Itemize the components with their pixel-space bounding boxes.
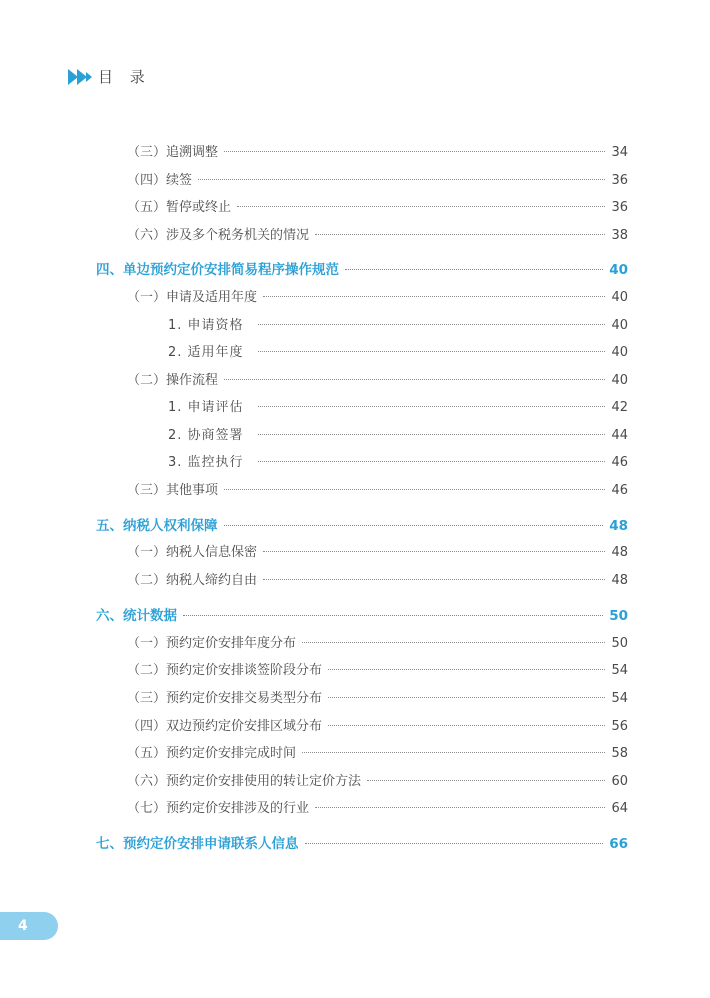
toc-entry[interactable] (0, 481, 710, 501)
toc-entry[interactable] (0, 772, 710, 792)
toc-entry[interactable] (0, 288, 710, 308)
toc-entry-label: 六、统计数据 (96, 608, 177, 624)
toc-entry-page: 44 (611, 428, 628, 443)
dot-leader (315, 807, 605, 808)
toc-entry[interactable] (0, 371, 710, 391)
toc-entry-label: （二）纳税人缔约自由 (127, 573, 258, 588)
dot-leader (328, 697, 605, 698)
toc-entry-page: 40 (611, 373, 628, 388)
dot-leader (302, 642, 605, 643)
toc-entry-page: 46 (611, 455, 628, 470)
toc-entry[interactable] (0, 689, 710, 709)
toc-entry-label: （一）申请及适用年度 (127, 290, 258, 305)
toc-entry-page: 48 (611, 573, 628, 588)
toc-entry[interactable] (0, 453, 710, 473)
toc-section-entry[interactable] (0, 260, 710, 280)
toc-entry-page: 40 (611, 345, 628, 360)
toc-entry-label: （六）预约定价安排使用的转让定价方法 (127, 774, 362, 789)
dot-leader (302, 752, 605, 753)
toc-entry-label: （二）操作流程 (127, 373, 219, 388)
dot-leader (367, 780, 605, 781)
toc-entry-label: （一）预约定价安排年度分布 (127, 636, 297, 651)
toc-entry[interactable] (0, 316, 710, 336)
toc-entry[interactable] (0, 198, 710, 218)
toc-entry-label: （五）暂停或终止 (127, 200, 232, 215)
toc-entry[interactable] (0, 426, 710, 446)
dot-leader (258, 324, 606, 325)
toc-entry-label: 1. 申请评估 (168, 400, 244, 415)
toc-entry-page: 50 (609, 608, 628, 624)
dot-leader (224, 489, 605, 490)
toc-entry-page: 60 (611, 774, 628, 789)
toc-entry[interactable] (0, 634, 710, 654)
toc-entry-page: 48 (611, 545, 628, 560)
toc-entry-page: 64 (611, 801, 628, 816)
dot-leader (258, 351, 606, 352)
toc-entry-label: （四）续签 (127, 173, 193, 188)
toc-entry-label: （六）涉及多个税务机关的情况 (127, 228, 310, 243)
toc-entry[interactable] (0, 398, 710, 418)
toc-entry[interactable] (0, 661, 710, 681)
dot-leader (258, 434, 606, 435)
toc-entry-page: 66 (609, 836, 628, 852)
toc-entry-label: （三）其他事项 (127, 483, 219, 498)
toc-entry-label: 1. 申请资格 (168, 318, 244, 333)
toc-entry-label: 3. 监控执行 (168, 455, 244, 470)
toc-entry-page: 58 (611, 746, 628, 761)
double-chevron-icon (68, 67, 92, 87)
dot-leader (237, 206, 605, 207)
toc-entry-label: 五、纳税人权利保障 (96, 518, 218, 534)
toc-entry[interactable] (0, 343, 710, 363)
toc-entry-page: 36 (611, 173, 628, 188)
dot-leader (224, 151, 605, 152)
toc-entry-page: 40 (611, 290, 628, 305)
toc-entry-page: 40 (611, 318, 628, 333)
toc-entry-label: （五）预约定价安排完成时间 (127, 746, 297, 761)
page-title: 目 录 (98, 68, 151, 86)
toc-entry[interactable] (0, 543, 710, 563)
toc-entry-page: 48 (609, 518, 628, 534)
dot-leader (183, 615, 603, 616)
toc-header (68, 66, 151, 87)
dot-leader (315, 234, 605, 235)
toc-entry[interactable] (0, 171, 710, 191)
toc-entry[interactable] (0, 143, 710, 163)
dot-leader (224, 379, 605, 380)
dot-leader (263, 296, 605, 297)
toc-section-entry[interactable] (0, 516, 710, 536)
toc-entry[interactable] (0, 799, 710, 819)
toc-entry-label: （七）预约定价安排涉及的行业 (127, 801, 310, 816)
toc-entry[interactable] (0, 571, 710, 591)
toc-section-entry[interactable] (0, 606, 710, 626)
toc-entry-page: 56 (611, 719, 628, 734)
toc-entry-label: （三）追溯调整 (127, 145, 219, 160)
toc-entry-label: 2. 协商签署 (168, 428, 244, 443)
toc-entry-page: 42 (611, 400, 628, 415)
toc-entry-page: 38 (611, 228, 628, 243)
dot-leader (263, 551, 605, 552)
dot-leader (345, 269, 603, 270)
toc-entry-page: 54 (611, 663, 628, 678)
toc-entry-label: 四、单边预约定价安排简易程序操作规范 (96, 262, 339, 278)
toc-entry[interactable] (0, 744, 710, 764)
dot-leader (198, 179, 605, 180)
toc-entry-label: （四）双边预约定价安排区域分布 (127, 719, 323, 734)
toc-entry-page: 54 (611, 691, 628, 706)
dot-leader (328, 725, 605, 726)
dot-leader (305, 843, 604, 844)
dot-leader (328, 669, 605, 670)
dot-leader (224, 525, 604, 526)
dot-leader (258, 406, 606, 407)
toc-entry-label: （二）预约定价安排谈签阶段分布 (127, 663, 323, 678)
toc-entry-label: （一）纳税人信息保密 (127, 545, 258, 560)
dot-leader (258, 461, 606, 462)
toc-entry-page: 46 (611, 483, 628, 498)
toc-entry-page: 50 (611, 636, 628, 651)
page-number: 4 (18, 918, 28, 934)
toc-entry[interactable] (0, 226, 710, 246)
toc-section-entry[interactable] (0, 834, 710, 854)
toc-entry-page: 34 (611, 145, 628, 160)
toc-entry[interactable] (0, 717, 710, 737)
page-number-tab (0, 912, 58, 940)
toc-entry-label: （三）预约定价安排交易类型分布 (127, 691, 323, 706)
toc-entry-label: 七、预约定价安排申请联系人信息 (96, 836, 299, 852)
toc-entry-label: 2. 适用年度 (168, 345, 244, 360)
toc-entry-page: 36 (611, 200, 628, 215)
toc-entry-page: 40 (609, 262, 628, 278)
dot-leader (263, 579, 605, 580)
